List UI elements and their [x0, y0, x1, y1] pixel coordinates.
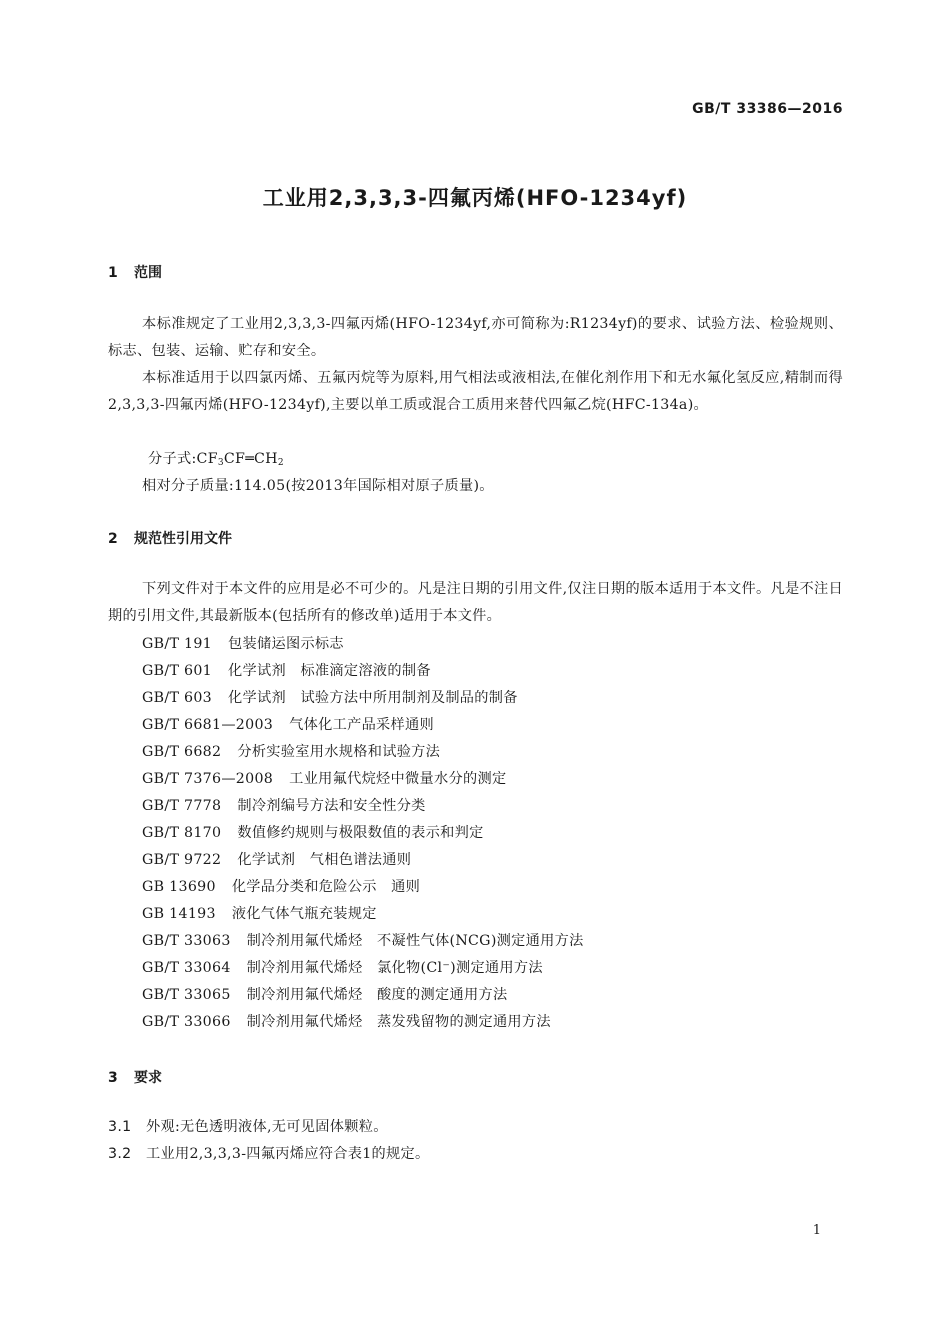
reference-code: GB/T 9722	[142, 852, 222, 868]
reference-title: 气体化工产品采样通则	[289, 717, 435, 733]
reference-item	[142, 634, 584, 661]
reference-code: GB/T 6682	[142, 744, 222, 760]
reference-code: GB/T 33064	[142, 960, 231, 976]
clause-text: 工业用2,3,3,3-四氟丙烯应符合表1的规定。	[146, 1146, 430, 1162]
reference-item	[142, 931, 584, 958]
reference-code: GB/T 601	[142, 663, 212, 679]
section-2-heading	[108, 528, 232, 548]
formula-sub-3: 3	[217, 458, 224, 468]
reference-code: GB 13690	[142, 879, 216, 895]
reference-title: 包装储运图示标志	[228, 636, 344, 652]
reference-title: 化学试剂 试验方法中所用制剂及制品的制备	[228, 690, 518, 706]
reference-code: GB/T 603	[142, 690, 212, 706]
page-number: 1	[812, 1223, 821, 1238]
clause-3-1	[108, 1117, 388, 1137]
molecular-mass: 相对分子质量:114.05(按2013年国际相对原子质量)。	[142, 478, 494, 494]
section-number: 2	[108, 531, 118, 547]
section-title: 范围	[134, 265, 162, 281]
document-title: 工业用2,3,3,3-四氟丙烯(HFO-1234yf)	[262, 186, 688, 210]
reference-code: GB 14193	[142, 906, 216, 922]
reference-title: 制冷剂用氟代烯烃 不凝性气体(NCG)测定通用方法	[246, 933, 584, 949]
references-intro: 下列文件对于本文件的应用是必不可少的。凡是注日期的引用文件,仅注日期的版本适用于本文件。凡是不注日期的引用文件,其最新版本(包括所有的修改单)适用于本文件。	[108, 581, 843, 624]
section-number: 3	[108, 1070, 118, 1086]
reference-title: 工业用氟代烷烃中微量水分的测定	[289, 771, 507, 787]
reference-item	[142, 1012, 584, 1039]
scope-paragraph-1: 本标准规定了工业用2,3,3,3-四氟丙烯(HFO-1234yf,亦可简称为:R1234yf)的要求、试验方法、检验规则、标志、包装、运输、贮存和安全。	[108, 316, 843, 359]
section-number: 1	[108, 265, 118, 281]
formula-mid: CF═CH	[223, 451, 278, 467]
reference-code: GB/T 33065	[142, 987, 231, 1003]
clause-text: 外观:无色透明液体,无可见固体颗粒。	[146, 1119, 388, 1135]
reference-item	[142, 688, 584, 715]
section-1-heading	[108, 262, 162, 282]
reference-title: 化学品分类和危险公示 通则	[231, 879, 421, 895]
molecular-formula	[148, 449, 284, 473]
clause-number: 3.1	[108, 1119, 132, 1135]
section-title: 要求	[134, 1070, 162, 1086]
reference-code: GB/T 6681—2003	[142, 717, 274, 733]
reference-code: GB/T 191	[142, 636, 212, 652]
scope-paragraph-2: 本标准适用于以四氯丙烯、五氟丙烷等为原料,用气相法或液相法,在催化剂作用下和无水氟化氢反应,精制而得2,3,3,3-四氟丙烯(HFO-1234yf),主要以单工质或混合工质用来替代四氟乙烷(HFC-134a)。	[108, 370, 843, 413]
reference-title: 化学试剂 气相色谱法通则	[237, 852, 412, 868]
reference-title: 制冷剂用氟代烯烃 蒸发残留物的测定通用方法	[246, 1014, 551, 1030]
formula-label: 分子式:	[148, 451, 197, 467]
reference-code: GB/T 7778	[142, 798, 222, 814]
reference-item	[142, 769, 584, 796]
reference-title: 数值修约规则与极限数值的表示和判定	[237, 825, 484, 841]
reference-item	[142, 958, 584, 985]
reference-title: 制冷剂用氟代烯烃 氯化物(Cl⁻)测定通用方法	[246, 960, 543, 976]
reference-item	[142, 823, 584, 850]
reference-item	[142, 904, 584, 931]
clause-3-2	[108, 1144, 429, 1164]
reference-item	[142, 985, 584, 1012]
standard-code: GB/T 33386—2016	[692, 101, 843, 117]
reference-title: 制冷剂用氟代烯烃 酸度的测定通用方法	[246, 987, 508, 1003]
reference-code: GB/T 7376—2008	[142, 771, 274, 787]
reference-code: GB/T 33063	[142, 933, 231, 949]
reference-item	[142, 877, 584, 904]
reference-item	[142, 661, 584, 688]
reference-title: 化学试剂 标准滴定溶液的制备	[228, 663, 431, 679]
section-3-heading	[108, 1067, 162, 1087]
formula-sub-2: 2	[277, 458, 284, 468]
reference-list	[142, 634, 584, 1039]
clause-number: 3.2	[108, 1146, 132, 1162]
reference-code: GB/T 33066	[142, 1014, 231, 1030]
reference-item	[142, 742, 584, 769]
formula-cf: CF	[196, 451, 218, 467]
reference-item	[142, 796, 584, 823]
reference-item	[142, 715, 584, 742]
reference-title: 分析实验室用水规格和试验方法	[237, 744, 441, 760]
section-title: 规范性引用文件	[134, 531, 232, 547]
reference-title: 制冷剂编号方法和安全性分类	[237, 798, 426, 814]
reference-code: GB/T 8170	[142, 825, 222, 841]
reference-title: 液化气体气瓶充装规定	[231, 906, 377, 922]
reference-item	[142, 850, 584, 877]
